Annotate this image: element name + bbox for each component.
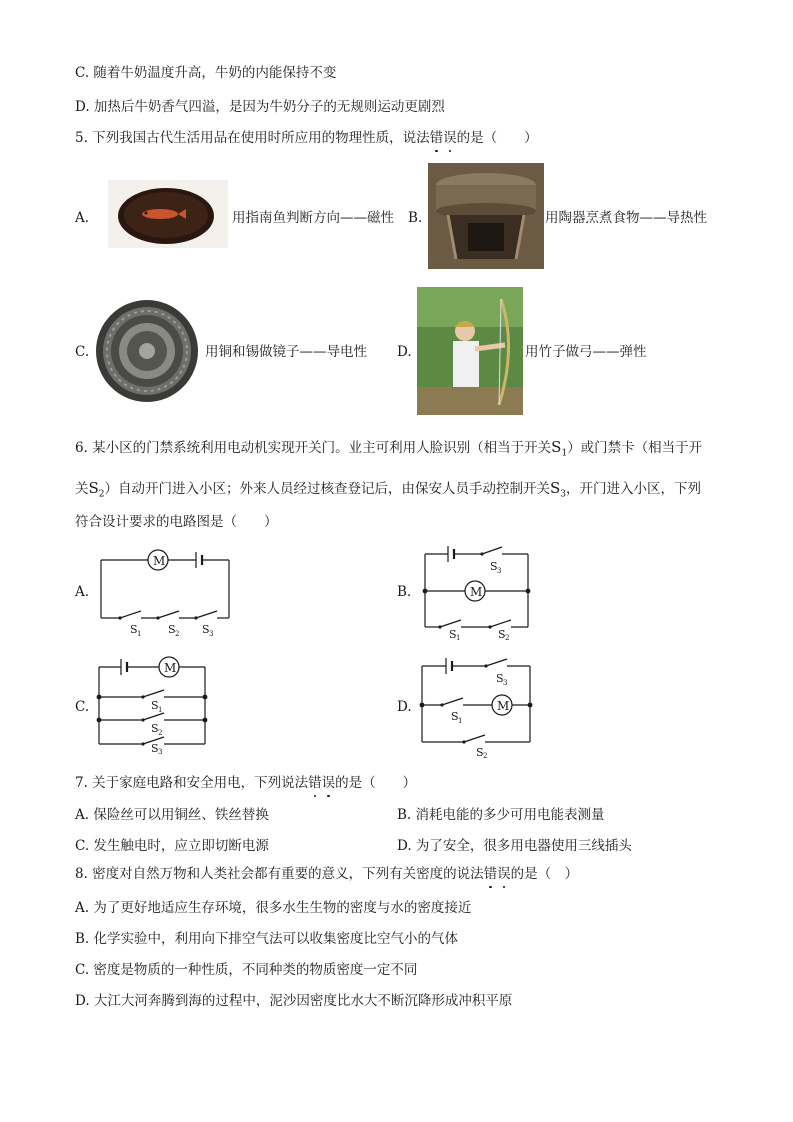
svg-text:1: 1 — [137, 630, 142, 637]
archer-bamboo-bow-image — [417, 287, 523, 415]
q8-option-a: A. 为了更好地适应生存环境，很多水生生物的密度与水的密度接近 — [75, 900, 472, 916]
svg-text:2: 2 — [175, 630, 180, 637]
svg-text:S: S — [168, 623, 176, 636]
svg-text:2: 2 — [158, 729, 163, 737]
q5-stem: 5. 下列我国古代生活用品在使用时所应用的物理性质，说法错 误 的是（ ） — [75, 128, 538, 148]
q8-option-d: D. 大江大河奔腾到海的过程中，泥沙因密度比水大不断沉降形成冲积平原 — [75, 993, 513, 1009]
q5-option-d-text: 用竹子做弓——弹性 — [525, 344, 647, 360]
q7-stem: 7. 关于家庭电路和安全用电，下列说法错 误 的是（ ） — [75, 773, 416, 793]
svg-text:S: S — [151, 742, 159, 754]
svg-text:3: 3 — [497, 567, 502, 575]
q6-stem-line-3: 符合设计要求的电路图是（ ） — [75, 514, 278, 530]
circuit-diagram-a — [96, 545, 236, 637]
q8-option-c: C. 密度是物质的一种性质，不同种类的物质密度一定不同 — [75, 962, 418, 978]
emphasis-char: 误 — [443, 130, 457, 146]
svg-text:S: S — [130, 623, 138, 636]
q4-option-c: C. 随着牛奶温度升高，牛奶的内能保持不变 — [75, 65, 337, 81]
svg-text:S: S — [151, 722, 159, 735]
q6-option-b-label: B. — [397, 584, 412, 600]
motor-symbol: M — [153, 554, 166, 568]
emphasis-char: 错 — [430, 130, 444, 146]
q6-stem-line-2: 关$S_2$）自动开门进入小区；外来人员经过核查登记后，由保安人员手动控制开关$S_3$，开门进入小区，下列 — [75, 479, 702, 500]
bronze-mirror-image — [92, 298, 202, 404]
q5-option-b-label: B. — [408, 210, 423, 226]
emphasis-char: 误 — [322, 775, 336, 791]
svg-text:1: 1 — [458, 717, 463, 725]
pottery-cooker-image — [428, 163, 544, 269]
q8-stem: 8. 密度对自然万物和人类社会都有重要的意义，下列有关密度的说法错 误 的是（ ） — [75, 864, 578, 884]
q7-option-c: C. 发生触电时，应立即切断电源 — [75, 838, 269, 854]
emphasis-char: 误 — [497, 866, 511, 882]
q5-option-c-text: 用铜和锡做镜子——导电性 — [205, 344, 367, 360]
emphasis-char: 错 — [308, 775, 322, 791]
q8-option-b: B. 化学实验中，利用向下排空气法可以收集密度比空气小的气体 — [75, 931, 459, 947]
svg-text:S: S — [496, 672, 504, 685]
q7-option-d: D. 为了安全，很多用电器使用三线插头 — [397, 838, 632, 854]
circuit-diagram-b — [418, 540, 536, 640]
svg-text:3: 3 — [503, 679, 508, 687]
svg-text:2: 2 — [483, 752, 488, 758]
q6-stem-line-1: 6. 某小区的门禁系统利用电动机实现开关门。业主可利用人脸识别（相当于开关$S_1$）或门禁卡（相当于开 — [75, 438, 703, 459]
q7-option-a: A. 保险丝可以用铜丝、铁丝替换 — [75, 807, 269, 823]
svg-text:S: S — [151, 699, 159, 712]
svg-text:S: S — [449, 628, 457, 640]
q5-option-a-label: A. — [75, 210, 90, 226]
motor-symbol: M — [470, 585, 483, 599]
svg-text:2: 2 — [505, 634, 510, 640]
svg-text:1: 1 — [158, 706, 163, 714]
svg-text:1: 1 — [456, 634, 461, 640]
q6-option-c-label: C. — [75, 699, 90, 715]
emphasis-char: 错 — [484, 866, 498, 882]
compass-fish-plate-image — [108, 180, 228, 248]
q7-option-b: B. 消耗电能的多少可用电能表测量 — [397, 807, 605, 823]
q6-option-d-label: D. — [397, 699, 412, 715]
q5-option-b-text: 用陶器烹煮食物——导热性 — [545, 210, 707, 226]
motor-symbol: M — [164, 661, 177, 675]
svg-text:3: 3 — [209, 630, 214, 637]
svg-text:S: S — [202, 623, 210, 636]
q6-option-a-label: A. — [75, 584, 90, 600]
q5-option-c-label: C. — [75, 344, 90, 360]
svg-text:3: 3 — [158, 748, 163, 754]
svg-text:S: S — [490, 560, 498, 573]
q5-option-d-label: D. — [397, 344, 412, 360]
circuit-diagram-c — [93, 652, 213, 754]
q5-option-a-text: 用指南鱼判断方向——磁性 — [232, 210, 394, 226]
motor-symbol: M — [497, 699, 510, 713]
svg-text:S: S — [498, 628, 506, 640]
circuit-diagram-d — [416, 650, 540, 758]
q4-option-d: D. 加热后牛奶香气四溢，是因为牛奶分子的无规则运动更剧烈 — [75, 99, 445, 115]
svg-text:S: S — [451, 710, 459, 723]
svg-text:S: S — [476, 746, 484, 758]
